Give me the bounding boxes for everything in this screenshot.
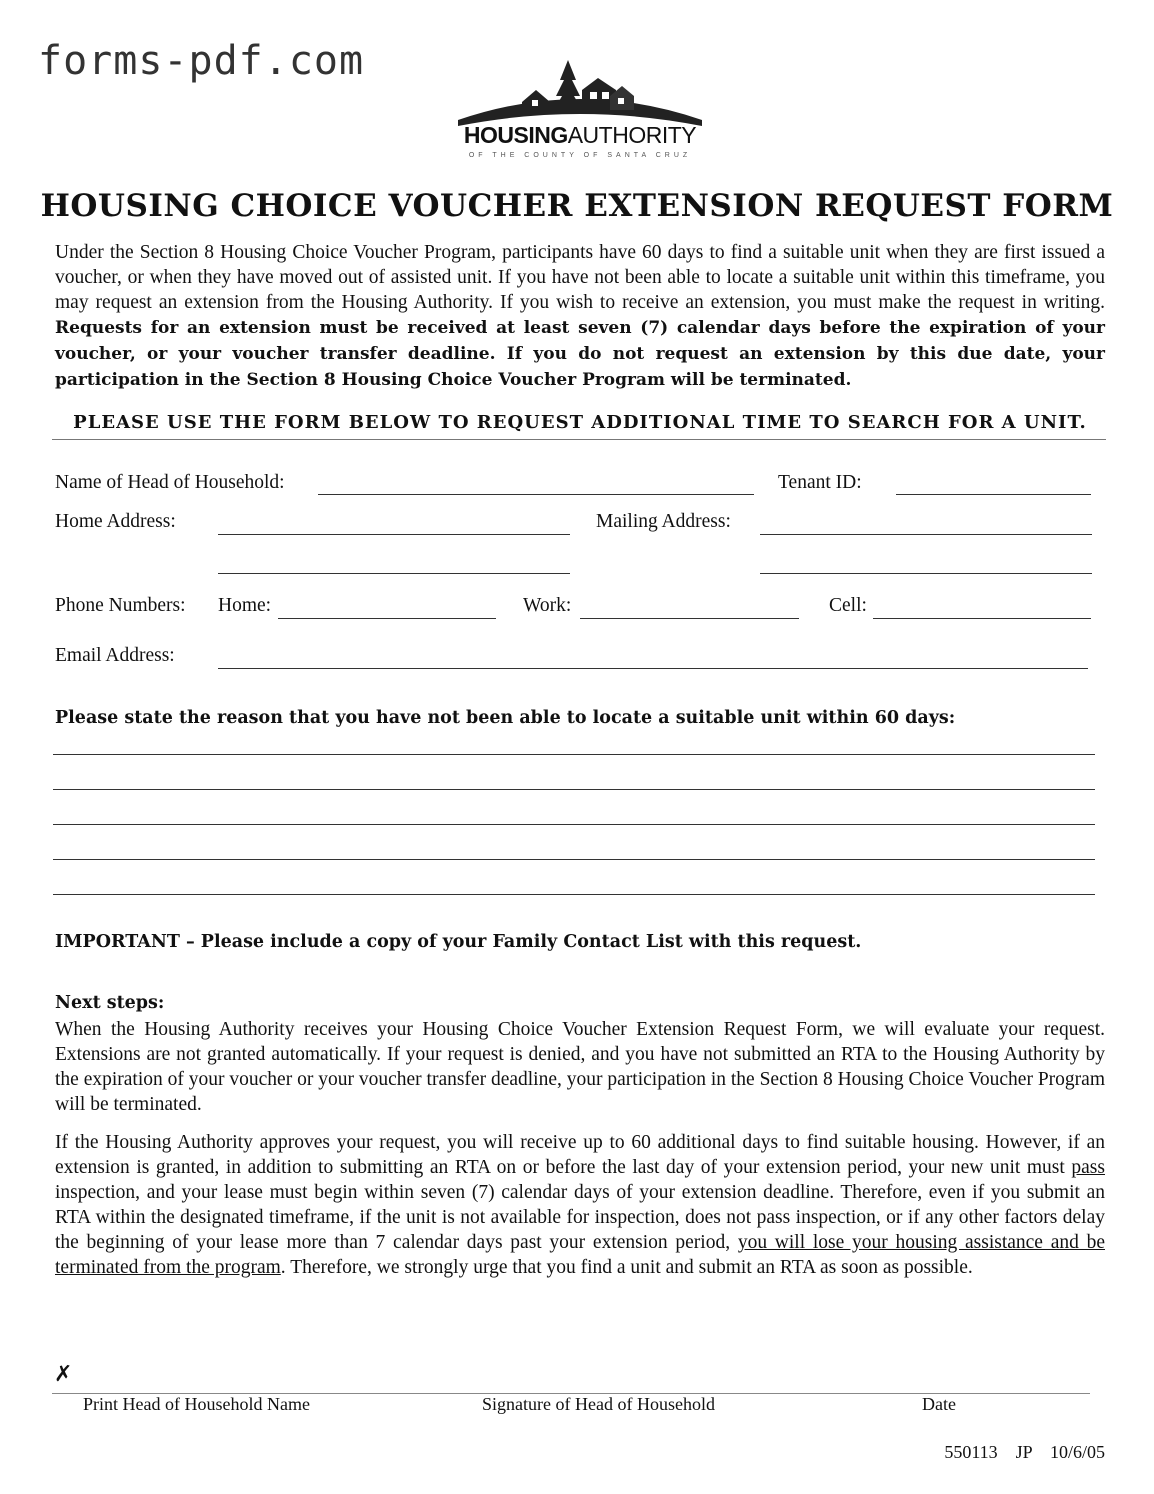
housing-authority-logo: [440, 58, 720, 168]
next-steps-paragraph-2: [55, 1130, 1105, 1280]
logo-housing-text: HOUSING: [463, 122, 568, 148]
work-phone-label: Work:: [523, 595, 572, 616]
mailing-address-field-1[interactable]: [760, 534, 1092, 535]
p2-text-b: inspection, and your lease must begin within seven (7) calendar days of your extension deadline. Therefore, even if you submit an RTA within the designated timeframe, if the unit is not available for inspection, does not pass inspection, or if any other factors delay the beginning of your lease more than 7 calendar days past your extension period,: [55, 1182, 1105, 1253]
logo-subtitle: OF THE COUNTY OF SANTA CRUZ: [468, 152, 692, 159]
home-phone-label: Home:: [218, 595, 272, 616]
home-phone-field[interactable]: [278, 618, 496, 619]
reason-line-1[interactable]: [53, 754, 1095, 755]
section-divider: [52, 439, 1106, 440]
next-steps-heading: Next steps:: [55, 993, 165, 1013]
form-title: HOUSING CHOICE VOUCHER EXTENSION REQUEST FORM: [40, 188, 1114, 224]
reason-line-5[interactable]: [53, 894, 1095, 895]
mailing-address-field-2[interactable]: [760, 573, 1092, 574]
reason-prompt: Please state the reason that you have not been able to locate a suitable unit within 60 days:: [55, 708, 956, 728]
phone-numbers-label: Phone Numbers:: [55, 595, 186, 616]
signature-x-mark: ✗: [54, 1362, 73, 1387]
intro-paragraph: [55, 240, 1105, 393]
intro-text: Under the Section 8 Housing Choice Voucher Program, participants have 60 days to find a suitable unit when they are first issued a voucher, or when they have moved out of assisted unit. If you have not been able to locate a suitable unit within this timeframe, you may request an extension from the Housing Authority. If you wish to receive an extension, you must make the request in writing.: [55, 242, 1105, 313]
email-label: Email Address:: [55, 645, 175, 666]
home-address-field-2[interactable]: [218, 573, 570, 574]
head-of-household-field[interactable]: [318, 494, 754, 495]
tenant-id-field[interactable]: [896, 494, 1091, 495]
work-phone-field[interactable]: [580, 618, 799, 619]
form-instruction: PLEASE USE THE FORM BELOW TO REQUEST ADDITIONAL TIME TO SEARCH FOR A UNIT.: [73, 412, 1087, 433]
watermark: forms-pdf.com: [38, 38, 365, 84]
home-address-label: Home Address:: [55, 511, 176, 532]
intro-bold-text: Requests for an extension must be received at least seven (7) calendar days before the expiration of your voucher, or your voucher transfer deadline. If you do not request an extension by this due date, your participation in the Section 8 Housing Choice Voucher Program will be terminated.: [55, 318, 1105, 390]
signature-label: Signature of Head of Household: [482, 1394, 715, 1414]
date-label: Date: [922, 1394, 956, 1414]
p2-underlined-warning: you will lose your housing assistance and be terminated from the program: [55, 1232, 1105, 1278]
p2-pass-underlined: pass: [1071, 1157, 1105, 1178]
email-field[interactable]: [218, 668, 1088, 669]
home-address-field-1[interactable]: [218, 534, 570, 535]
head-of-household-label: Name of Head of Household:: [55, 472, 285, 493]
tenant-id-label: Tenant ID:: [778, 472, 862, 493]
p2-text-a: If the Housing Authority approves your request, you will receive up to 60 additional days to find suitable housing. However, if an extension is granted, in addition to submitting an RTA on or before the last day of your extension period, your new unit must: [55, 1132, 1105, 1178]
print-name-label: Print Head of Household Name: [83, 1394, 310, 1414]
important-note: IMPORTANT – Please include a copy of your Family Contact List with this request.: [55, 932, 862, 952]
cell-phone-label: Cell:: [829, 595, 867, 616]
mailing-address-label: Mailing Address:: [596, 511, 731, 532]
next-steps-paragraph-1: When the Housing Authority receives your Housing Choice Voucher Extension Request Form, we will evaluate your request. Extensions are not granted automatically. If your request is denied, and you have not submitted an RTA to the Housing Authority by the expiration of your voucher or your voucher transfer deadline, your participation in the Section 8 Housing Choice Voucher Program will be terminated.: [55, 1019, 1105, 1115]
form-code: 550113 JP 10/6/05: [944, 1442, 1105, 1462]
reason-line-4[interactable]: [53, 859, 1095, 860]
cell-phone-field[interactable]: [873, 618, 1091, 619]
p2-text-c: . Therefore, we strongly urge that you find a unit and submit an RTA as soon as possible.: [280, 1257, 973, 1278]
reason-line-2[interactable]: [53, 789, 1095, 790]
logo-authority-text: AUTHORITY: [567, 122, 697, 148]
reason-line-3[interactable]: [53, 824, 1095, 825]
